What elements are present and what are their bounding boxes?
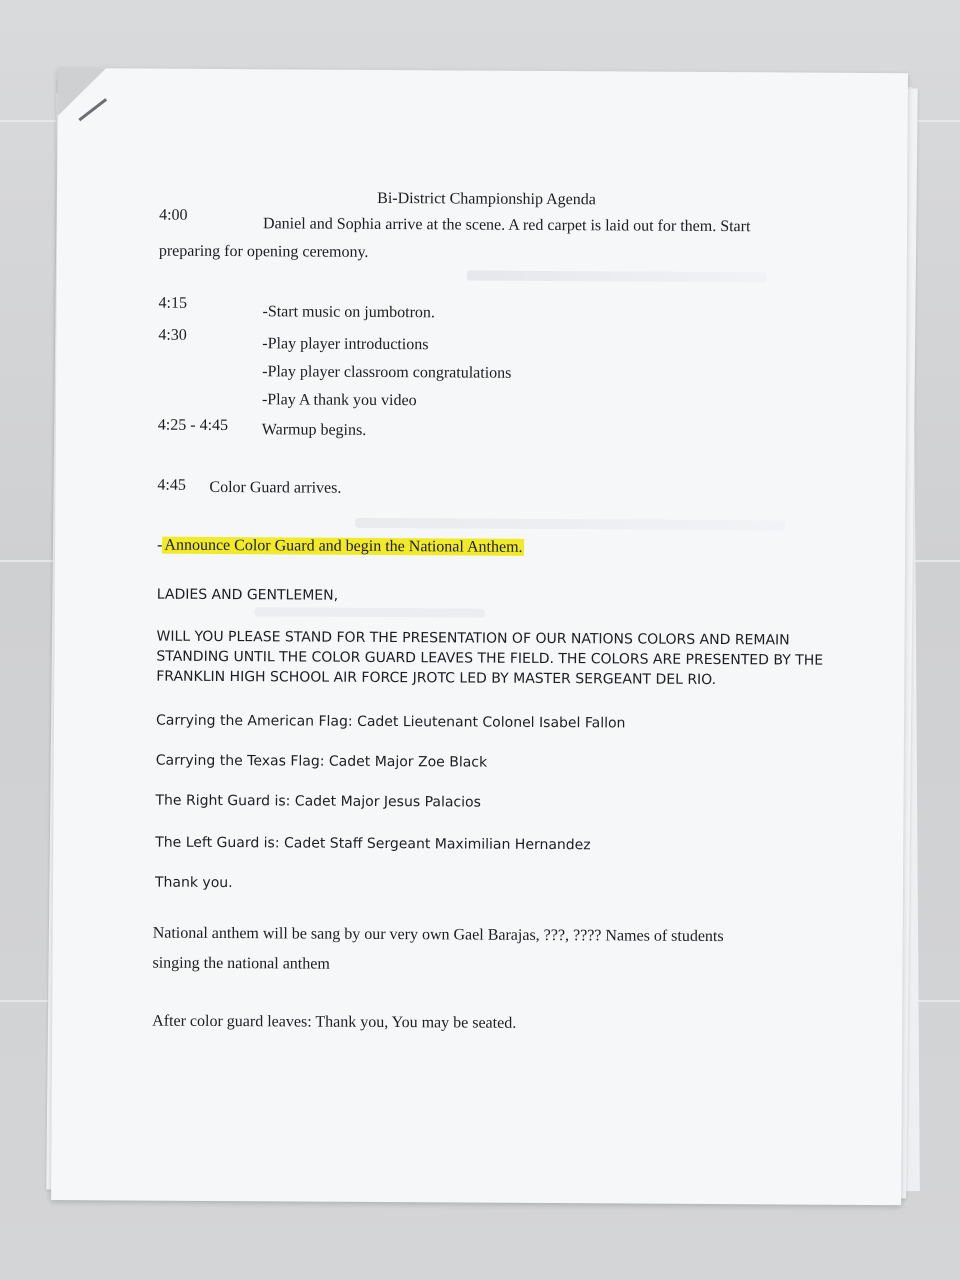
schedule-text: -Play player classroom congratulations [262,363,512,382]
schedule-text: Daniel and Sophia arrive at the scene. A red carpet is laid out for them. Start [263,215,751,236]
schedule-text-continued: preparing for opening ceremony. [158,242,369,261]
schedule-text: Warmup begins. [261,421,367,439]
folded-corner [58,68,106,116]
color-guard-role: Carrying the American Flag: Cadet Lieutenant Colonel Isabel Fallon [155,712,626,732]
schedule-time: 4:15 [158,294,188,312]
announcement-salutation: LADIES AND GENTLEMEN, [156,586,339,604]
agenda-page [51,68,908,1205]
color-guard-role: The Right Guard is: Cadet Major Jesus Palacios [155,792,481,811]
schedule-time: 4:30 [158,326,187,344]
anthem-note: National anthem will be sang by our very own Gael Barajas, ???, ???? Names of students [152,924,724,946]
color-guard-role: Carrying the Texas Flag: Cadet Major Zoe Black [155,752,488,771]
schedule-time: 4:00 [159,206,188,224]
bleed-through-2 [355,518,785,531]
highlight-text: Announce Color Guard and begin the National Anthem. [164,536,523,556]
highlight-prefix: - [157,536,163,554]
announcement-line: WILL YOU PLEASE STAND FOR THE PRESENTATION OF OUR NATIONS COLORS AND REMAIN [156,628,790,649]
closing-instruction: After color guard leaves: Thank you, You may be seated. [152,1012,517,1032]
schedule-text: -Play player introductions [262,335,429,354]
schedule-time: 4:25 - 4:45 [157,416,229,435]
schedule-text: -Start music on jumbotron. [262,303,436,322]
schedule-text: Color Guard arrives. [209,478,342,497]
highlighted-instruction [157,537,525,557]
color-guard-role: The Left Guard is: Cadet Staff Sergeant Maximilian Hernandez [155,834,591,854]
bleed-through-1 [467,271,767,283]
schedule-time: 4:45 [157,476,186,494]
announcement-line: FRANKLIN HIGH SCHOOL AIR FORCE JROTC LED BY MASTER SERGEANT DEL RIO. [156,668,717,689]
anthem-note-continued: singing the national anthem [152,954,330,973]
announcement-thanks: Thank you. [154,874,233,892]
agenda-title: Bi-District Championship Agenda [377,189,596,209]
schedule-text: -Play A thank you video [261,391,417,410]
bleed-through-3 [255,607,485,617]
announcement-line: STANDING UNTIL THE COLOR GUARD LEAVES THE FIELD. THE COLORS ARE PRESENTED BY THE [156,648,824,669]
